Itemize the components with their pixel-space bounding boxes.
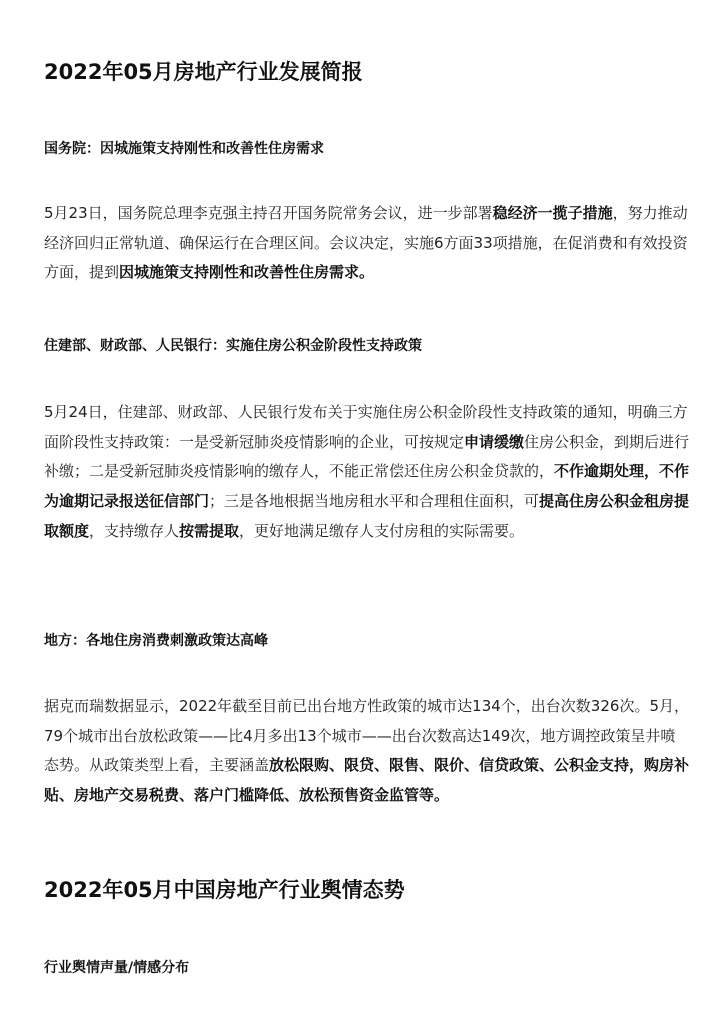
- paragraph-state-council: [44, 199, 690, 288]
- section-heading-housing-fund: 住建部、财政部、人民银行：实施住房公积金阶段性支持政策: [44, 338, 422, 354]
- emphasis-text: 不作逾期处理，不作为逾期记录报送征信部门: [44, 462, 690, 511]
- section-heading-state-council: 国务院：因城施策支持刚性和改善性住房需求: [44, 141, 324, 157]
- body-text: 5月24日，住建部、财政部、人民银行发布关于实施住房公积金阶段性支持政策的通知，明确三方面阶段性支持政策：一是受新冠肺炎疫情影响的企业，可按规定: [44, 403, 688, 451]
- emphasis-text: 申请缓缴: [464, 432, 525, 451]
- section-heading-sentiment-distribution: 行业舆情声量/情感分布: [44, 960, 190, 976]
- body-text: ，更好地满足缴存人支付房租的实际需要。: [239, 521, 525, 540]
- emphasis-text: 稳经济一揽子措施: [492, 204, 613, 222]
- paragraph-housing-fund: [44, 398, 690, 547]
- paragraph-local-policy: [44, 692, 690, 811]
- body-text: 住房公积金，到期后进行补缴；二是受新冠肺炎疫情影响的缴存人，不能正常偿还住房公积金贷款的，: [44, 432, 690, 481]
- body-text: ，支持缴存人: [89, 521, 180, 540]
- body-text: ；三是各地根据当地房租水平和合理租住面积，可: [209, 492, 540, 511]
- emphasis-text: 放松限购、限贷、限售、限价、信贷政策、公积金支持，购房补贴、房地产交易税费、落户门槛降低、放松预售资金监管等。: [44, 756, 690, 805]
- emphasis-text: 提高住房公积金租房提取额度: [44, 492, 690, 540]
- section-heading-local-policy: 地方：各地住房消费刺激政策达高峰: [44, 633, 268, 649]
- body-text: 据克而瑞数据显示，2022年截至目前已出台地方性政策的城市达134个，出台次数326次。5月，79个城市出台放松政策——比4月多出13个城市——出台次数高达149次，地方调控政策呈井喷态势。从政策类型上看，主要涵盖: [44, 697, 689, 775]
- report-title: 2022年05月房地产行业发展简报: [44, 60, 363, 84]
- emphasis-text: 因城施策支持刚性和改善性住房需求。: [119, 263, 375, 282]
- body-text: 5月23日，国务院总理李克强主持召开国务院常务会议，进一步部署: [44, 204, 493, 222]
- body-text: ，努力推动经济回归正常轨道、确保运行在合理区间。会议决定，实施6方面33项措施，在促消费和有效投资方面，提到: [44, 204, 688, 282]
- emphasis-text: 按需提取: [179, 521, 240, 540]
- report-title-sentiment: 2022年05月中国房地产行业舆情态势: [44, 878, 405, 902]
